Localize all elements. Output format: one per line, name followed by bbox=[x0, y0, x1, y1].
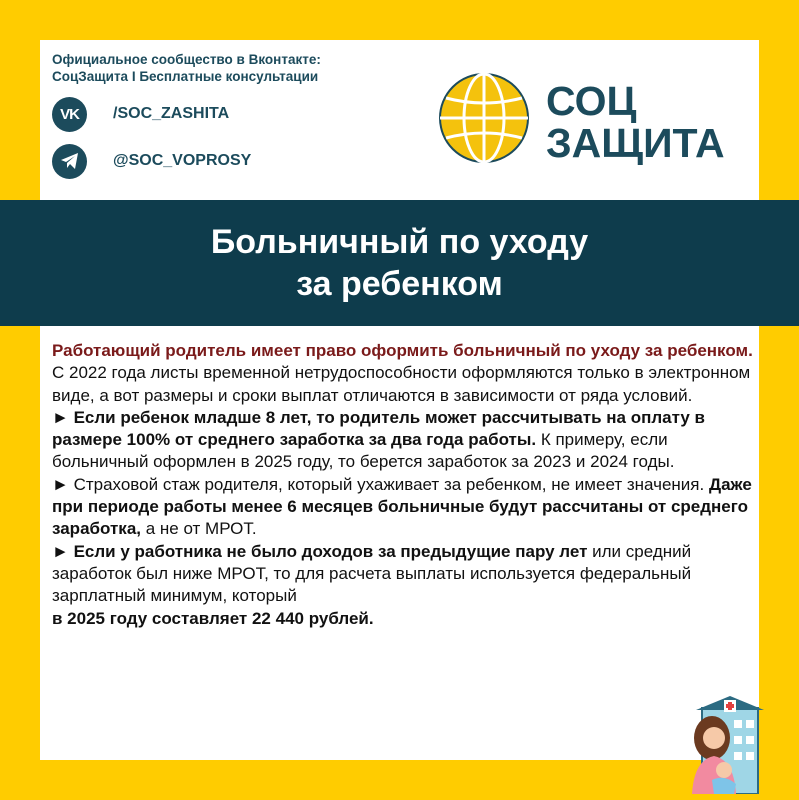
telegram-handle[interactable]: @SOC_VOPROSY bbox=[113, 152, 252, 169]
mother-child-hospital-icon bbox=[684, 694, 764, 794]
title-band bbox=[0, 200, 799, 326]
paragraph-1-lead: Работающий родитель имеет право оформить больничный по уходу за ребенком. bbox=[52, 341, 753, 360]
article-body bbox=[52, 340, 757, 630]
paragraph-2 bbox=[52, 407, 757, 474]
paragraph-2-bold: Если ребенок младше 8 лет, то родитель может рассчитывать на оплату в размере 100% от среднего заработка за два года работы. bbox=[52, 407, 705, 450]
paragraph-4-bold: Если у работника не было доходов за предыдущие пару лет bbox=[73, 541, 588, 561]
telegram-icon[interactable] bbox=[52, 144, 87, 179]
community-line-2: СоцЗащита I Бесплатные консультации bbox=[52, 69, 319, 84]
globe-logo-icon bbox=[436, 70, 532, 166]
paragraph-3-bold: Даже при периоде работы менее 6 месяцев больничные будут рассчитаны от среднего заработка, bbox=[52, 474, 752, 539]
vk-icon[interactable]: VK bbox=[52, 97, 87, 132]
bullet-icon: ► bbox=[52, 474, 69, 494]
bullet-icon: ► bbox=[52, 407, 69, 427]
vk-handle[interactable]: /SOC_ZASHITA bbox=[113, 105, 230, 122]
logo-line-1: СОЦ bbox=[546, 78, 637, 124]
title-line-2: за ребенком bbox=[296, 265, 503, 303]
paragraph-3-text: Страховой стаж родителя, который ухаживает за ребенком, не имеет значения. bbox=[73, 474, 709, 494]
paragraph-4 bbox=[52, 541, 757, 630]
community-info bbox=[52, 51, 412, 85]
community-line-1: Официальное сообщество в Вконтакте: bbox=[52, 52, 321, 67]
paragraph-2-text: К примеру, если больничный оформлен в 2025 году, то берется заработок за 2023 и 2024 годы. bbox=[52, 430, 675, 472]
logo-line-2: ЗАЩИТА bbox=[546, 120, 725, 166]
logo-text bbox=[546, 80, 725, 164]
paragraph-4-tail: в 2025 году составляет 22 440 рублей. bbox=[52, 608, 374, 628]
title-line-1: Больничный по уходу bbox=[210, 223, 589, 261]
vk-row[interactable] bbox=[52, 96, 229, 132]
paragraph-4-text: или средний заработок был ниже МРОТ, то для расчета выплаты используется федеральный зарплатный минимум, который bbox=[52, 541, 692, 606]
bullet-icon: ► bbox=[52, 541, 69, 561]
paragraph-3 bbox=[52, 474, 757, 541]
telegram-row[interactable] bbox=[52, 143, 251, 179]
paragraph-1-text: С 2022 года листы временной нетрудоспособности оформляются только в электронном виде, а вот размеры и сроки выплат отличаются в зависимости от ряда условий. bbox=[52, 363, 751, 405]
paragraph-3-tail: а не от МРОТ. bbox=[141, 519, 257, 539]
paragraph-1 bbox=[52, 340, 757, 407]
